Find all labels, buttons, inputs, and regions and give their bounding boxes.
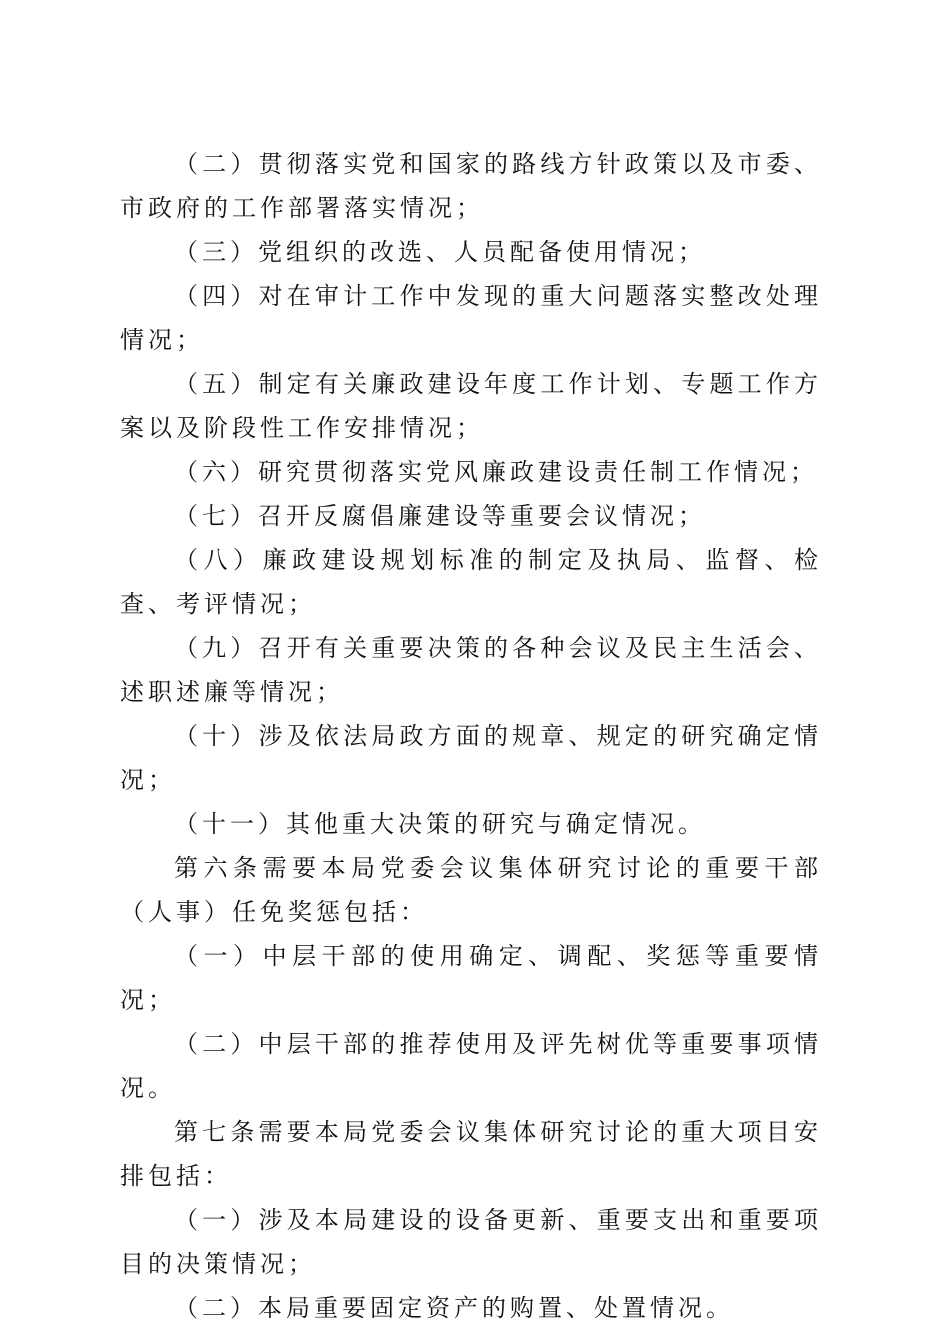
paragraph-item-4: （四）对在审计工作中发现的重大问题落实整改处理情况； [120, 282, 822, 354]
paragraph-item-6: （六）研究贯彻落实党风廉政建设责任制工作情况； [174, 458, 818, 486]
paragraph-item-10: （十）涉及依法局政方面的规章、规定的研究确定情况； [120, 722, 822, 794]
article-6-item-2: （二）中层干部的推荐使用及评先树优等重要事项情况。 [120, 1030, 822, 1102]
article-6-intro: 第六条需要本局党委会议集体研究讨论的重要干部（人事）任免奖惩包括： [120, 854, 822, 926]
article-7-intro: 第七条需要本局党委会议集体研究讨论的重大项目安排包括： [120, 1118, 822, 1190]
paragraph-item-2: （二）贯彻落实党和国家的路线方针政策以及市委、市政府的工作部署落实情况； [120, 150, 822, 222]
article-7-item-2: （二）本局重要固定资产的购置、处置情况。 [174, 1294, 734, 1322]
paragraph-item-9: （九）召开有关重要决策的各种会议及民主生活会、述职述廉等情况； [120, 634, 822, 706]
paragraph-item-11: （十一）其他重大决策的研究与确定情况。 [174, 810, 706, 838]
paragraph-item-3: （三）党组织的改选、人员配备使用情况； [174, 238, 706, 266]
paragraph-item-8: （八）廉政建设规划标准的制定及执局、监督、检查、考评情况； [120, 546, 822, 618]
article-6-item-1: （一）中层干部的使用确定、调配、奖惩等重要情况； [120, 942, 822, 1014]
paragraph-item-5: （五）制定有关廉政建设年度工作计划、专题工作方案以及阶段性工作安排情况； [120, 370, 822, 442]
article-7-item-1: （一）涉及本局建设的设备更新、重要支出和重要项目的决策情况； [120, 1206, 822, 1278]
paragraph-item-7: （七）召开反腐倡廉建设等重要会议情况； [174, 502, 706, 530]
document-body [120, 142, 822, 1330]
